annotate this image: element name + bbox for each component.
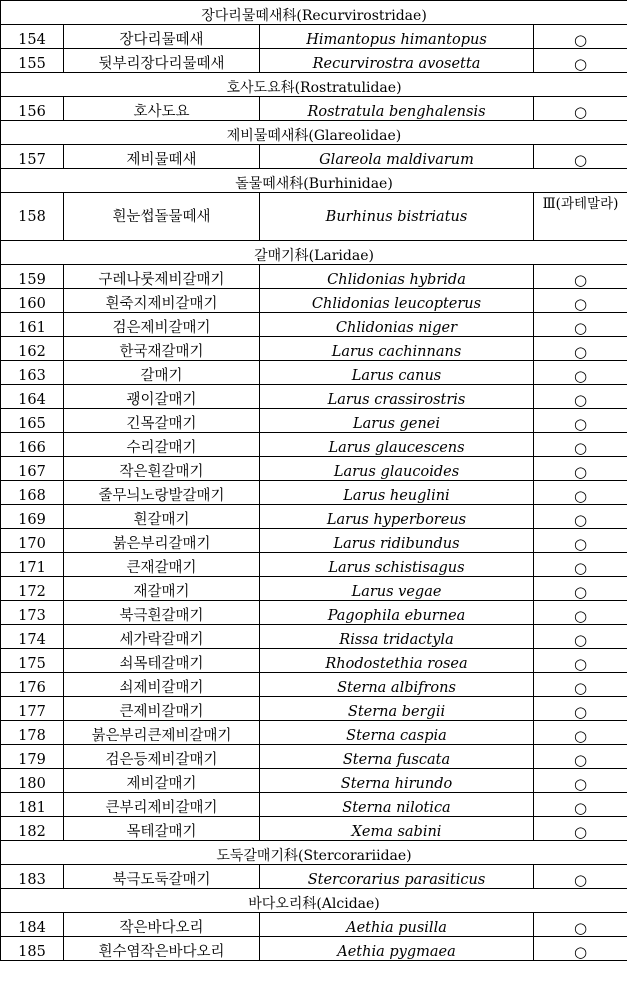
korean-name: 검은제비갈매기 xyxy=(64,313,260,337)
scientific-name: Glareola maldivarum xyxy=(260,145,534,169)
species-number: 167 xyxy=(1,457,64,481)
listing-mark: ○ xyxy=(534,865,627,889)
listing-mark: ○ xyxy=(534,457,627,481)
scientific-name: Sterna caspia xyxy=(260,721,534,745)
listing-mark: ○ xyxy=(534,361,627,385)
species-row xyxy=(1,625,627,649)
family-name: 도둑갈매기科(Stercorariidae) xyxy=(1,841,627,865)
species-number: 158 xyxy=(1,193,64,241)
listing-mark: ○ xyxy=(534,433,627,457)
korean-name: 큰제비갈매기 xyxy=(64,697,260,721)
species-row xyxy=(1,193,627,241)
family-header-row xyxy=(1,889,627,913)
scientific-name: Himantopus himantopus xyxy=(260,25,534,49)
species-row xyxy=(1,289,627,313)
korean-name: 흰눈썹돌물떼새 xyxy=(64,193,260,241)
listing-mark: ○ xyxy=(534,145,627,169)
family-name: 돌물떼새科(Burhinidae) xyxy=(1,169,627,193)
scientific-name: Sterna hirundo xyxy=(260,769,534,793)
species-row xyxy=(1,577,627,601)
scientific-name: Larus genei xyxy=(260,409,534,433)
family-header-row xyxy=(1,169,627,193)
species-row xyxy=(1,697,627,721)
species-number: 179 xyxy=(1,745,64,769)
korean-name: 세가락갈매기 xyxy=(64,625,260,649)
scientific-name: Sterna nilotica xyxy=(260,793,534,817)
korean-name: 구레나룻제비갈매기 xyxy=(64,265,260,289)
species-number: 164 xyxy=(1,385,64,409)
species-number: 166 xyxy=(1,433,64,457)
species-row xyxy=(1,505,627,529)
species-row xyxy=(1,25,627,49)
family-name: 제비물떼새科(Glareolidae) xyxy=(1,121,627,145)
scientific-name: Larus cachinnans xyxy=(260,337,534,361)
species-row xyxy=(1,97,627,121)
species-number: 155 xyxy=(1,49,64,73)
scientific-name: Larus hyperboreus xyxy=(260,505,534,529)
family-header-row xyxy=(1,841,627,865)
species-number: 182 xyxy=(1,817,64,841)
family-header-row xyxy=(1,1,627,25)
scientific-name: Pagophila eburnea xyxy=(260,601,534,625)
scientific-name: Larus heuglini xyxy=(260,481,534,505)
listing-mark: ○ xyxy=(534,817,627,841)
korean-name: 장다리물떼새 xyxy=(64,25,260,49)
listing-mark: ○ xyxy=(534,49,627,73)
scientific-name: Rostratula benghalensis xyxy=(260,97,534,121)
scientific-name: Xema sabini xyxy=(260,817,534,841)
korean-name: 작은흰갈매기 xyxy=(64,457,260,481)
species-row xyxy=(1,745,627,769)
listing-mark: ○ xyxy=(534,409,627,433)
korean-name: 목테갈매기 xyxy=(64,817,260,841)
species-number: 180 xyxy=(1,769,64,793)
korean-name: 뒷부리장다리물떼새 xyxy=(64,49,260,73)
listing-mark: ○ xyxy=(534,697,627,721)
species-number: 165 xyxy=(1,409,64,433)
korean-name: 쇠제비갈매기 xyxy=(64,673,260,697)
species-row xyxy=(1,553,627,577)
korean-name: 북극도둑갈매기 xyxy=(64,865,260,889)
scientific-name: Rhodostethia rosea xyxy=(260,649,534,673)
korean-name: 큰부리제비갈매기 xyxy=(64,793,260,817)
korean-name: 큰재갈매기 xyxy=(64,553,260,577)
species-row xyxy=(1,649,627,673)
scientific-name: Larus vegae xyxy=(260,577,534,601)
scientific-name: Larus ridibundus xyxy=(260,529,534,553)
listing-mark: ○ xyxy=(534,601,627,625)
scientific-name: Larus crassirostris xyxy=(260,385,534,409)
listing-mark: ○ xyxy=(534,649,627,673)
species-table-body xyxy=(1,1,627,961)
korean-name: 검은등제비갈매기 xyxy=(64,745,260,769)
species-row xyxy=(1,529,627,553)
species-number: 174 xyxy=(1,625,64,649)
family-name: 갈매기科(Laridae) xyxy=(1,241,627,265)
scientific-name: Sterna bergii xyxy=(260,697,534,721)
scientific-name: Burhinus bistriatus xyxy=(260,193,534,241)
listing-mark: ○ xyxy=(534,25,627,49)
korean-name: 붉은부리갈매기 xyxy=(64,529,260,553)
scientific-name: Larus schistisagus xyxy=(260,553,534,577)
korean-name: 괭이갈매기 xyxy=(64,385,260,409)
species-number: 169 xyxy=(1,505,64,529)
korean-name: 붉은부리큰제비갈매기 xyxy=(64,721,260,745)
listing-mark: ○ xyxy=(534,745,627,769)
scientific-name: Rissa tridactyla xyxy=(260,625,534,649)
korean-name: 흰갈매기 xyxy=(64,505,260,529)
listing-mark: ○ xyxy=(534,337,627,361)
species-row xyxy=(1,481,627,505)
scientific-name: Chlidonias niger xyxy=(260,313,534,337)
korean-name: 흰죽지제비갈매기 xyxy=(64,289,260,313)
species-row xyxy=(1,361,627,385)
korean-name: 긴목갈매기 xyxy=(64,409,260,433)
korean-name: 작은바다오리 xyxy=(64,913,260,937)
listing-mark: ○ xyxy=(534,769,627,793)
korean-name: 재갈매기 xyxy=(64,577,260,601)
korean-name: 북극흰갈매기 xyxy=(64,601,260,625)
family-header-row xyxy=(1,121,627,145)
species-number: 162 xyxy=(1,337,64,361)
scientific-name: Sterna fuscata xyxy=(260,745,534,769)
species-number: 160 xyxy=(1,289,64,313)
korean-name: 제비갈매기 xyxy=(64,769,260,793)
species-row xyxy=(1,793,627,817)
listing-mark: ○ xyxy=(534,385,627,409)
listing-mark: ○ xyxy=(534,553,627,577)
species-number: 156 xyxy=(1,97,64,121)
species-row xyxy=(1,385,627,409)
scientific-name: Larus glaucoides xyxy=(260,457,534,481)
species-row xyxy=(1,313,627,337)
family-name: 바다오리科(Alcidae) xyxy=(1,889,627,913)
species-number: 173 xyxy=(1,601,64,625)
species-row xyxy=(1,673,627,697)
listing-mark: Ⅲ(과테말라) xyxy=(534,193,627,241)
listing-mark: ○ xyxy=(534,673,627,697)
species-number: 184 xyxy=(1,913,64,937)
scientific-name: Chlidonias leucopterus xyxy=(260,289,534,313)
listing-mark: ○ xyxy=(534,505,627,529)
species-row xyxy=(1,865,627,889)
listing-mark: ○ xyxy=(534,937,627,961)
species-number: 161 xyxy=(1,313,64,337)
species-number: 159 xyxy=(1,265,64,289)
korean-name: 쇠목테갈매기 xyxy=(64,649,260,673)
korean-name: 수리갈매기 xyxy=(64,433,260,457)
species-number: 183 xyxy=(1,865,64,889)
species-row xyxy=(1,817,627,841)
species-row xyxy=(1,457,627,481)
korean-name: 갈매기 xyxy=(64,361,260,385)
species-row xyxy=(1,337,627,361)
species-number: 170 xyxy=(1,529,64,553)
species-row xyxy=(1,937,627,961)
species-row xyxy=(1,409,627,433)
korean-name: 한국재갈매기 xyxy=(64,337,260,361)
listing-mark: ○ xyxy=(534,97,627,121)
species-row xyxy=(1,601,627,625)
species-number: 177 xyxy=(1,697,64,721)
species-row xyxy=(1,265,627,289)
korean-name: 줄무늬노랑발갈매기 xyxy=(64,481,260,505)
family-name: 장다리물떼새科(Recurvirostridae) xyxy=(1,1,627,25)
species-row xyxy=(1,433,627,457)
species-row xyxy=(1,769,627,793)
family-header-row xyxy=(1,73,627,97)
listing-mark: ○ xyxy=(534,913,627,937)
listing-mark: ○ xyxy=(534,313,627,337)
scientific-name: Larus glaucescens xyxy=(260,433,534,457)
species-number: 168 xyxy=(1,481,64,505)
species-number: 181 xyxy=(1,793,64,817)
scientific-name: Larus canus xyxy=(260,361,534,385)
species-number: 185 xyxy=(1,937,64,961)
species-number: 172 xyxy=(1,577,64,601)
scientific-name: Aethia pusilla xyxy=(260,913,534,937)
family-header-row xyxy=(1,241,627,265)
listing-mark: ○ xyxy=(534,625,627,649)
family-name: 호사도요科(Rostratulidae) xyxy=(1,73,627,97)
species-row xyxy=(1,721,627,745)
listing-mark: ○ xyxy=(534,577,627,601)
species-number: 176 xyxy=(1,673,64,697)
korean-name: 제비물떼새 xyxy=(64,145,260,169)
scientific-name: Aethia pygmaea xyxy=(260,937,534,961)
scientific-name: Sterna albifrons xyxy=(260,673,534,697)
korean-name: 호사도요 xyxy=(64,97,260,121)
species-number: 175 xyxy=(1,649,64,673)
species-number: 157 xyxy=(1,145,64,169)
species-number: 178 xyxy=(1,721,64,745)
species-row xyxy=(1,145,627,169)
scientific-name: Recurvirostra avosetta xyxy=(260,49,534,73)
species-number: 163 xyxy=(1,361,64,385)
listing-mark: ○ xyxy=(534,721,627,745)
listing-mark: ○ xyxy=(534,481,627,505)
species-row xyxy=(1,913,627,937)
scientific-name: Stercorarius parasiticus xyxy=(260,865,534,889)
korean-name: 흰수염작은바다오리 xyxy=(64,937,260,961)
listing-mark: ○ xyxy=(534,289,627,313)
species-number: 154 xyxy=(1,25,64,49)
species-row xyxy=(1,49,627,73)
listing-mark: ○ xyxy=(534,529,627,553)
scientific-name: Chlidonias hybrida xyxy=(260,265,534,289)
listing-mark: ○ xyxy=(534,793,627,817)
listing-mark: ○ xyxy=(534,265,627,289)
species-number: 171 xyxy=(1,553,64,577)
